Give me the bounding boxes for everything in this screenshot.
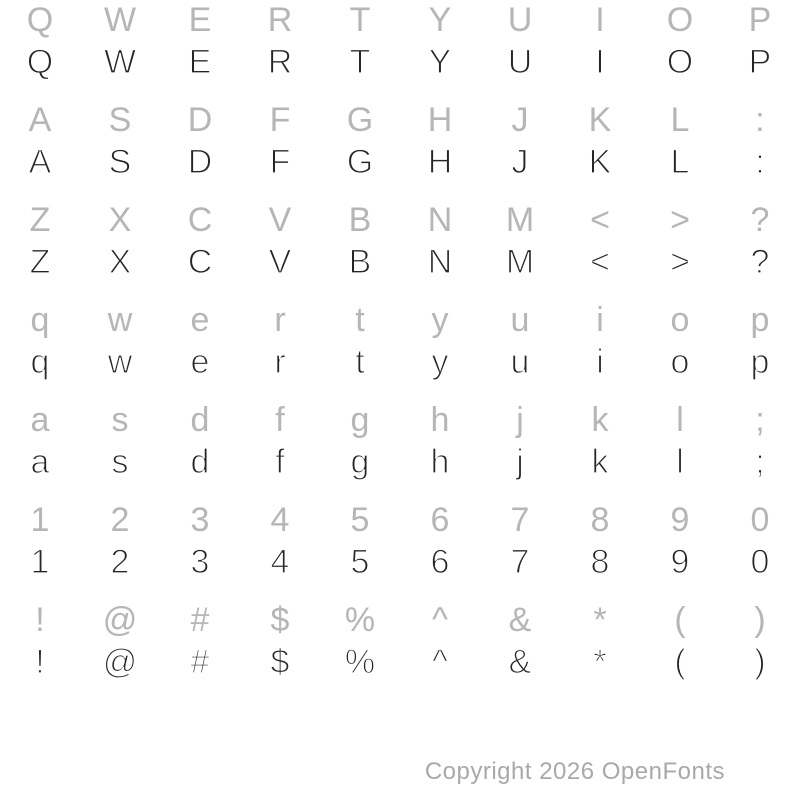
- char-cell: 1: [30, 543, 50, 581]
- char-cell: $: [270, 601, 290, 639]
- char-cell: &: [508, 643, 532, 681]
- char-cell: U: [507, 1, 533, 39]
- char-cell: R: [267, 43, 293, 81]
- char-cell: 8: [590, 501, 610, 539]
- char-cell: %: [344, 643, 376, 681]
- char-cell: J: [511, 143, 529, 181]
- char-cell: g: [350, 401, 370, 439]
- specimen-section-uppercase-bottom: [0, 200, 800, 300]
- char-cell: P: [748, 43, 772, 81]
- specimen-line-uppercase-home: [0, 140, 800, 184]
- char-cell: H: [427, 143, 453, 181]
- char-cell: >: [670, 201, 690, 239]
- char-cell: h: [430, 443, 450, 481]
- char-cell: j: [516, 401, 524, 439]
- char-cell: Y: [428, 1, 452, 39]
- specimen-line-symbols: [0, 640, 800, 684]
- char-cell: y: [431, 343, 449, 381]
- specimen-section-uppercase-top: [0, 0, 800, 100]
- reference-line-lowercase-home: [0, 400, 800, 440]
- reference-line-symbols: [0, 600, 800, 640]
- char-cell: g: [350, 443, 370, 481]
- char-cell: d: [190, 443, 210, 481]
- reference-line-uppercase-top: [0, 0, 800, 40]
- specimen-section-uppercase-home: [0, 100, 800, 200]
- char-cell: I: [595, 43, 605, 81]
- char-cell: D: [187, 101, 213, 139]
- char-cell: t: [355, 301, 365, 339]
- char-cell: o: [670, 301, 690, 339]
- specimen-line-lowercase-home: [0, 440, 800, 484]
- char-cell: T: [349, 43, 371, 81]
- char-cell: 3: [190, 543, 210, 581]
- char-cell: 2: [110, 543, 130, 581]
- char-cell: u: [510, 343, 530, 381]
- char-cell: y: [431, 301, 449, 339]
- char-cell: X: [108, 201, 132, 239]
- char-cell: 0: [750, 501, 770, 539]
- char-cell: w: [107, 301, 133, 339]
- char-cell: w: [107, 343, 133, 381]
- char-cell: %: [344, 601, 376, 639]
- char-cell: S: [108, 143, 132, 181]
- char-cell: I: [595, 1, 605, 39]
- char-cell: s: [111, 401, 129, 439]
- char-cell: N: [427, 201, 453, 239]
- char-cell: @: [102, 643, 138, 681]
- char-cell: 5: [350, 543, 370, 581]
- char-cell: a: [30, 401, 50, 439]
- char-cell: i: [596, 343, 604, 381]
- char-cell: Q: [26, 1, 54, 39]
- char-cell: @: [102, 601, 138, 639]
- char-cell: F: [269, 143, 291, 181]
- char-cell: k: [591, 401, 609, 439]
- char-cell: i: [596, 301, 604, 339]
- char-cell: 9: [670, 543, 690, 581]
- char-cell: ): [754, 643, 766, 681]
- reference-line-uppercase-home: [0, 100, 800, 140]
- char-cell: Y: [428, 43, 452, 81]
- char-cell: >: [670, 243, 690, 281]
- specimen-section-symbols: [0, 600, 800, 700]
- char-cell: T: [349, 1, 371, 39]
- char-cell: L: [670, 143, 690, 181]
- char-cell: 0: [750, 543, 770, 581]
- char-cell: J: [511, 101, 529, 139]
- char-cell: ): [754, 601, 766, 639]
- char-cell: G: [346, 101, 374, 139]
- char-cell: *: [593, 601, 607, 639]
- char-cell: :: [755, 143, 765, 181]
- specimen-section-lowercase-home: [0, 400, 800, 500]
- char-cell: ^: [432, 643, 448, 681]
- char-cell: e: [190, 301, 210, 339]
- char-cell: A: [28, 101, 52, 139]
- char-cell: M: [505, 201, 535, 239]
- char-cell: V: [268, 243, 292, 281]
- char-cell: Z: [29, 243, 51, 281]
- char-cell: !: [35, 643, 45, 681]
- char-cell: N: [427, 243, 453, 281]
- char-cell: #: [190, 601, 210, 639]
- char-cell: ;: [755, 443, 765, 481]
- char-cell: :: [755, 101, 765, 139]
- char-cell: 3: [190, 501, 210, 539]
- char-cell: ;: [755, 401, 765, 439]
- char-cell: k: [591, 443, 609, 481]
- char-cell: O: [666, 1, 694, 39]
- char-cell: r: [274, 343, 286, 381]
- reference-line-lowercase-top: [0, 300, 800, 340]
- char-cell: ?: [750, 201, 770, 239]
- char-cell: 4: [270, 543, 290, 581]
- char-cell: #: [190, 643, 210, 681]
- char-cell: S: [108, 101, 132, 139]
- char-cell: 7: [510, 501, 530, 539]
- char-cell: l: [676, 443, 684, 481]
- char-cell: f: [275, 401, 285, 439]
- char-cell: j: [516, 443, 524, 481]
- char-cell: ^: [432, 601, 448, 639]
- char-cell: r: [274, 301, 286, 339]
- char-cell: s: [111, 443, 129, 481]
- char-cell: G: [346, 143, 374, 181]
- char-cell: M: [505, 243, 535, 281]
- char-cell: B: [348, 243, 372, 281]
- char-cell: H: [427, 101, 453, 139]
- char-cell: p: [750, 301, 770, 339]
- char-cell: $: [270, 643, 290, 681]
- char-cell: V: [268, 201, 292, 239]
- char-cell: o: [670, 343, 690, 381]
- char-cell: q: [30, 301, 50, 339]
- char-cell: 5: [350, 501, 370, 539]
- char-cell: q: [30, 343, 50, 381]
- char-cell: W: [103, 1, 137, 39]
- char-cell: l: [676, 401, 684, 439]
- specimen-line-lowercase-top: [0, 340, 800, 384]
- char-cell: (: [674, 643, 686, 681]
- specimen-line-uppercase-top: [0, 40, 800, 84]
- char-cell: 2: [110, 501, 130, 539]
- char-cell: K: [588, 143, 612, 181]
- specimen-line-uppercase-bottom: [0, 240, 800, 284]
- char-cell: <: [590, 243, 610, 281]
- char-cell: 7: [510, 543, 530, 581]
- char-cell: u: [510, 301, 530, 339]
- specimen-line-digits: [0, 540, 800, 584]
- char-cell: e: [190, 343, 210, 381]
- char-cell: C: [187, 243, 213, 281]
- char-cell: B: [348, 201, 372, 239]
- char-cell: 8: [590, 543, 610, 581]
- char-cell: (: [674, 601, 686, 639]
- char-cell: d: [190, 401, 210, 439]
- char-cell: h: [430, 401, 450, 439]
- reference-line-uppercase-bottom: [0, 200, 800, 240]
- char-cell: W: [103, 43, 137, 81]
- char-cell: !: [35, 601, 45, 639]
- char-cell: t: [355, 343, 365, 381]
- char-cell: F: [269, 101, 291, 139]
- char-cell: X: [108, 243, 132, 281]
- char-cell: A: [28, 143, 52, 181]
- char-cell: O: [666, 43, 694, 81]
- char-cell: 6: [430, 501, 450, 539]
- char-cell: P: [748, 1, 772, 39]
- char-cell: 1: [30, 501, 50, 539]
- char-cell: R: [267, 1, 293, 39]
- char-cell: f: [275, 443, 285, 481]
- char-cell: L: [670, 101, 690, 139]
- char-cell: E: [188, 43, 212, 81]
- char-cell: &: [508, 601, 532, 639]
- char-cell: E: [188, 1, 212, 39]
- char-cell: 6: [430, 543, 450, 581]
- char-cell: ?: [750, 243, 770, 281]
- reference-line-digits: [0, 500, 800, 540]
- char-cell: Z: [29, 201, 51, 239]
- char-cell: 4: [270, 501, 290, 539]
- char-cell: U: [507, 43, 533, 81]
- char-cell: C: [187, 201, 213, 239]
- char-cell: a: [30, 443, 50, 481]
- char-cell: Q: [26, 43, 54, 81]
- specimen-section-digits: [0, 500, 800, 600]
- char-cell: 9: [670, 501, 690, 539]
- char-cell: <: [590, 201, 610, 239]
- copyright-text: Copyright 2026 OpenFonts: [424, 758, 725, 785]
- char-cell: p: [750, 343, 770, 381]
- specimen-section-lowercase-top: [0, 300, 800, 400]
- char-cell: D: [187, 143, 213, 181]
- char-cell: K: [588, 101, 612, 139]
- char-cell: *: [593, 643, 607, 681]
